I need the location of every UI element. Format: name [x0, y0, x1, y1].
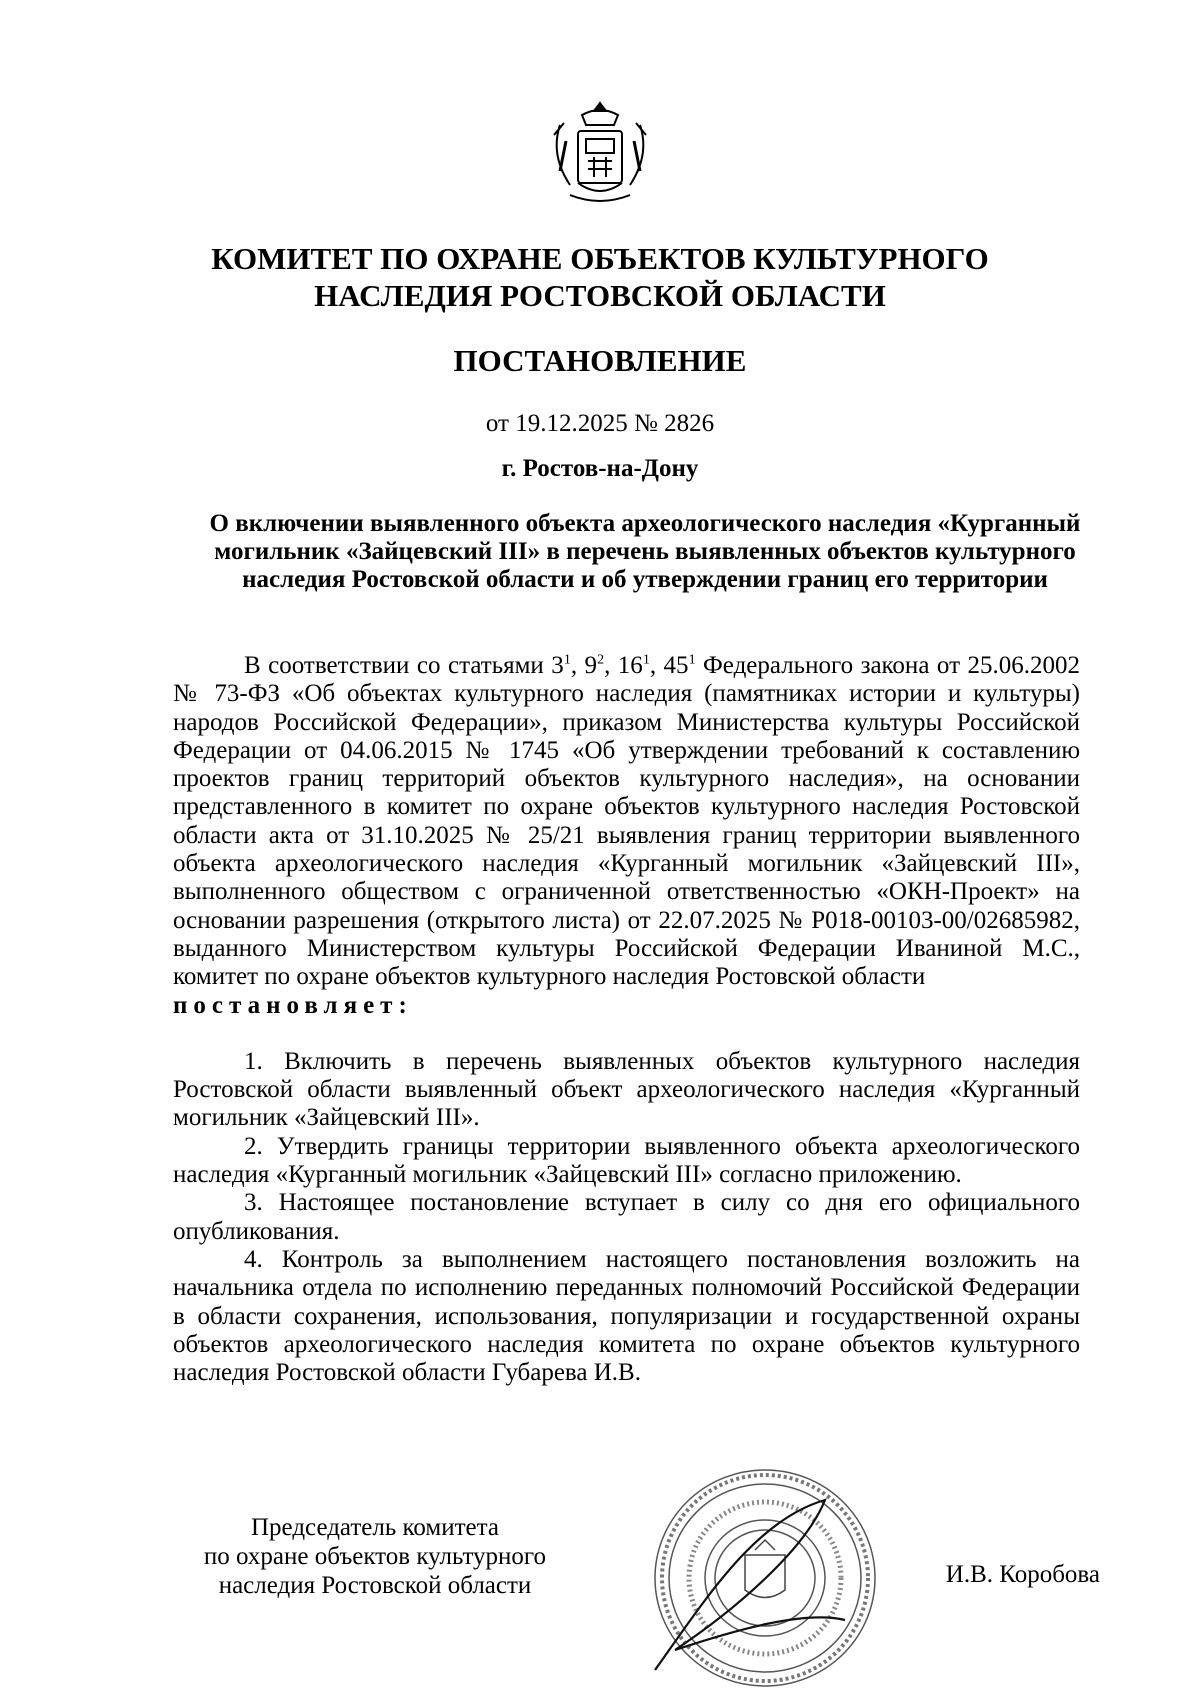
document-type: ПОСТАНОВЛЕНИЕ: [453, 343, 747, 378]
signatory-position: [160, 1513, 590, 1600]
list-item: 2. Утвердить границы территории выявленного объекта археологического наследия «Курганный могильник «Зайцевский III» согласно приложению.: [173, 1132, 1080, 1189]
preamble-intro: В соответствии со статьями 3: [244, 652, 564, 679]
committee-line-2: НАСЛЕДИЯ РОСТОВСКОЙ ОБЛАСТИ: [314, 278, 886, 313]
preamble-rest: Федерального закона от 25.06.2002 № 73-ФЗ «Об объектах культурного наследия (памятниках истории и культуры) народов Российской Федерации», приказом Министерства культуры Российской Федерации от 04.06.2015 № 1745 «Об утверждении требований к составлению проектов границ территорий объектов культурного наследия», на основании представленного в комитет по охране объектов культурного наследия Ростовской области акта от 31.10.2025 № 25/21 выявления границ территории выявленного объекта археологического наследия «Курганный могильник «Зайцевский III», выполненного обществом с ограниченной ответственностью «ОКН-Проект» на основании разрешения (открытого листа) от 22.07.2025 № Р018-00103-00/02685982, выданного Министерством культуры Российской Федерации Иваниной М.С., комитет по охране объектов культурного наследия Ростовской области: [173, 652, 1080, 991]
coat-of-arms-icon: [540, 95, 660, 215]
article-sup-2: 2: [597, 652, 605, 668]
article-sup-1: 1: [563, 652, 571, 668]
document-date-number: от 19.12.2025 № 2826: [485, 410, 715, 437]
committee-line-1: КОМИТЕТ ПО ОХРАНЕ ОБЪЕКТОВ КУЛЬТУРНОГО: [211, 241, 989, 276]
article-sup-3: 1: [642, 652, 650, 668]
document-city: г. Ростов-на-Дону: [501, 455, 699, 482]
position-line-2: по охране объектов культурного: [203, 1543, 547, 1570]
preamble-sep-3: , 45: [649, 652, 689, 679]
document-body: [173, 652, 1080, 1387]
preamble-sep-1: , 9: [570, 652, 598, 679]
decree-word: постановляет:: [173, 991, 413, 1019]
position-line-1: Председатель комитета: [251, 1514, 499, 1541]
official-seal-icon: [615, 1460, 885, 1690]
document-subject: О включении выявленного объекта археологического наследия «Курганный могильник «Зайцевский III» в перечень выявленных объектов культурного наследия Ростовской области и об утверждении границ его территории: [209, 510, 1081, 593]
list-item: 1. Включить в перечень выявленных объектов культурного наследия Ростовской области выявленный объект археологического наследия «Курганный могильник «Зайцевский III».: [173, 1047, 1080, 1132]
preamble-paragraph: [173, 652, 1080, 992]
position-line-3: наследия Ростовской области: [218, 1572, 532, 1599]
preamble-sep-2: , 16: [604, 652, 643, 679]
spacer: [173, 1020, 1080, 1048]
signatory-name: И.В. Коробова: [945, 1561, 1100, 1588]
article-sup-4: 1: [688, 652, 696, 668]
list-item: 3. Настоящее постановление вступает в силу со дня его официального опубликования.: [173, 1189, 1080, 1245]
list-item: 4. Контроль за выполнением настоящего постановления возложить на начальника отдела по исполнению переданных полномочий Российской Федерации в области сохранения, использования, популяризации и государственной охраны объектов археологического наследия комитета по охране объектов культурного наследия Ростовской области Губарева И.В.: [173, 1245, 1080, 1387]
committee-name: [0, 240, 1200, 314]
